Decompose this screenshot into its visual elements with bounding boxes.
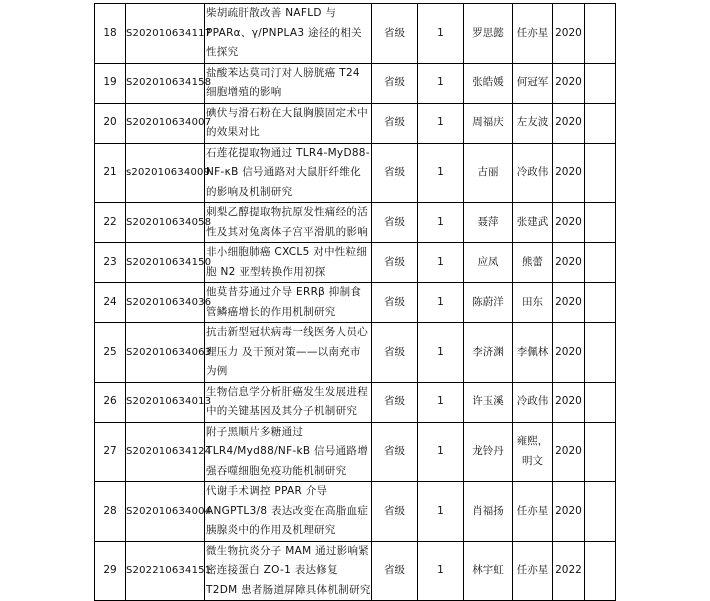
- extra-cell: [585, 103, 616, 143]
- project-code: S202010634150: [126, 243, 205, 283]
- project-level: 省级: [372, 422, 418, 482]
- project-year: 2020: [553, 63, 585, 103]
- row-number: 20: [95, 103, 126, 143]
- row-number: 23: [95, 243, 126, 283]
- project-year: 2020: [553, 422, 585, 482]
- project-level: 省级: [372, 143, 418, 203]
- advisor-name: 雍熙，明文: [513, 422, 553, 482]
- table-row: [95, 243, 616, 283]
- member-count: 1: [418, 143, 464, 203]
- project-code: S202210634151: [126, 541, 205, 601]
- project-level: 省级: [372, 203, 418, 243]
- row-number: 25: [95, 323, 126, 383]
- row-number: 26: [95, 382, 126, 422]
- project-title: 微生物抗炎分子 MAM 通过影响紧密连接蛋白 ZO-1 表达修复 T2DM 患者肠道屏障具体机制研究: [205, 541, 372, 601]
- project-code: S202010634004: [126, 482, 205, 542]
- student-name: 陈蔚洋: [464, 283, 513, 323]
- table-row: [95, 143, 616, 203]
- table-row: [95, 203, 616, 243]
- project-year: 2020: [553, 103, 585, 143]
- table-row: [95, 541, 616, 601]
- extra-cell: [585, 482, 616, 542]
- project-title: 非小细胞肺癌 CXCL5 对中性粒细胞 N2 亚型转换作用初探: [205, 243, 372, 283]
- extra-cell: [585, 283, 616, 323]
- row-number: 21: [95, 143, 126, 203]
- extra-cell: [585, 382, 616, 422]
- extra-cell: [585, 541, 616, 601]
- project-year: 2020: [553, 243, 585, 283]
- project-code: S202010634058: [126, 203, 205, 243]
- project-title: 抗击新型冠状病毒一线医务人员心理压力 及干预对策——以南充市为例: [205, 323, 372, 383]
- project-title: 石莲花提取物通过 TLR4-MyD88-NF-κB 信号通路对大鼠肝纤维化的影响及机制研究: [205, 143, 372, 203]
- project-code: S202010634007: [126, 103, 205, 143]
- table-body: [95, 4, 616, 601]
- project-year: 2020: [553, 382, 585, 422]
- member-count: 1: [418, 541, 464, 601]
- student-name: 林宇虹: [464, 541, 513, 601]
- student-name: 肖福扬: [464, 482, 513, 542]
- project-level: 省级: [372, 103, 418, 143]
- project-year: 2020: [553, 482, 585, 542]
- table-row: [95, 482, 616, 542]
- member-count: 1: [418, 103, 464, 143]
- table-row: [95, 422, 616, 482]
- table-row: [95, 4, 616, 64]
- student-name: 聂萍: [464, 203, 513, 243]
- project-level: 省级: [372, 482, 418, 542]
- advisor-name: 冷政伟: [513, 382, 553, 422]
- extra-cell: [585, 63, 616, 103]
- row-number: 28: [95, 482, 126, 542]
- project-level: 省级: [372, 541, 418, 601]
- student-name: 周福庆: [464, 103, 513, 143]
- extra-cell: [585, 143, 616, 203]
- advisor-name: 何冠军: [513, 63, 553, 103]
- project-title: 柴胡疏肝散改善 NAFLD 与 PPARα、γ/PNPLA3 途径的相关性探究: [205, 4, 372, 64]
- advisor-name: 任亦星: [513, 541, 553, 601]
- project-title: 附子黑顺片多糖通过 TLR4/Myd88/NF-kB 信号通路增强吞噬细胞免疫功能机制研究: [205, 422, 372, 482]
- student-name: 罗思懿: [464, 4, 513, 64]
- advisor-name: 任亦星: [513, 4, 553, 64]
- member-count: 1: [418, 323, 464, 383]
- project-level: 省级: [372, 323, 418, 383]
- student-name: 许玉溪: [464, 382, 513, 422]
- member-count: 1: [418, 482, 464, 542]
- advisor-name: 李佩林: [513, 323, 553, 383]
- advisor-name: 熊蕾: [513, 243, 553, 283]
- row-number: 19: [95, 63, 126, 103]
- project-level: 省级: [372, 283, 418, 323]
- row-number: 29: [95, 541, 126, 601]
- member-count: 1: [418, 4, 464, 64]
- project-title: 刺梨乙醇提取物抗原发性痛经的活性及其对兔离体子宫平滑肌的影响: [205, 203, 372, 243]
- project-year: 2020: [553, 203, 585, 243]
- student-name: 李济渊: [464, 323, 513, 383]
- project-level: 省级: [372, 4, 418, 64]
- project-level: 省级: [372, 243, 418, 283]
- project-code: S202010634013: [126, 382, 205, 422]
- project-code: S202010634063: [126, 323, 205, 383]
- student-name: 应凤: [464, 243, 513, 283]
- project-code: S202010634124: [126, 422, 205, 482]
- advisor-name: 任亦星: [513, 482, 553, 542]
- student-name: 古丽: [464, 143, 513, 203]
- project-level: 省级: [372, 382, 418, 422]
- extra-cell: [585, 422, 616, 482]
- member-count: 1: [418, 63, 464, 103]
- table-row: [95, 382, 616, 422]
- project-title: 代谢手术调控 PPAR 介导 ANGPTL3/8 表达改变在高脂血症胰腺炎中的作用及机理研究: [205, 482, 372, 542]
- table-row: [95, 323, 616, 383]
- project-code: S202010634117: [126, 4, 205, 64]
- row-number: 27: [95, 422, 126, 482]
- project-year: 2022: [553, 541, 585, 601]
- row-number: 24: [95, 283, 126, 323]
- extra-cell: [585, 203, 616, 243]
- extra-cell: [585, 4, 616, 64]
- table-row: [95, 63, 616, 103]
- advisor-name: 冷政伟: [513, 143, 553, 203]
- project-table: [94, 3, 616, 601]
- project-year: 2020: [553, 143, 585, 203]
- project-year: 2020: [553, 4, 585, 64]
- student-name: 张皓媛: [464, 63, 513, 103]
- advisor-name: 左友波: [513, 103, 553, 143]
- extra-cell: [585, 243, 616, 283]
- project-year: 2020: [553, 323, 585, 383]
- member-count: 1: [418, 243, 464, 283]
- row-number: 22: [95, 203, 126, 243]
- advisor-name: 张建武: [513, 203, 553, 243]
- table-row: [95, 103, 616, 143]
- member-count: 1: [418, 382, 464, 422]
- project-title: 盐酸苯达莫司汀对人膀胱癌 T24 细胞增殖的影响: [205, 63, 372, 103]
- project-level: 省级: [372, 63, 418, 103]
- project-year: 2020: [553, 283, 585, 323]
- project-title: 生物信息学分析肝癌发生发展进程中的关键基因及其分子机制研究: [205, 382, 372, 422]
- extra-cell: [585, 323, 616, 383]
- project-title: 碘伏与滑石粉在大鼠胸膜固定术中的效果对比: [205, 103, 372, 143]
- project-code: S202010634158: [126, 63, 205, 103]
- advisor-name: 田东: [513, 283, 553, 323]
- member-count: 1: [418, 283, 464, 323]
- project-code: S202010634036: [126, 283, 205, 323]
- student-name: 龙铃丹: [464, 422, 513, 482]
- member-count: 1: [418, 203, 464, 243]
- project-title: 他莫昔芬通过介导 ERRβ 抑制食管鳞癌增长的作用机制研究: [205, 283, 372, 323]
- row-number: 18: [95, 4, 126, 64]
- project-code: s202010634009: [126, 143, 205, 203]
- table-row: [95, 283, 616, 323]
- member-count: 1: [418, 422, 464, 482]
